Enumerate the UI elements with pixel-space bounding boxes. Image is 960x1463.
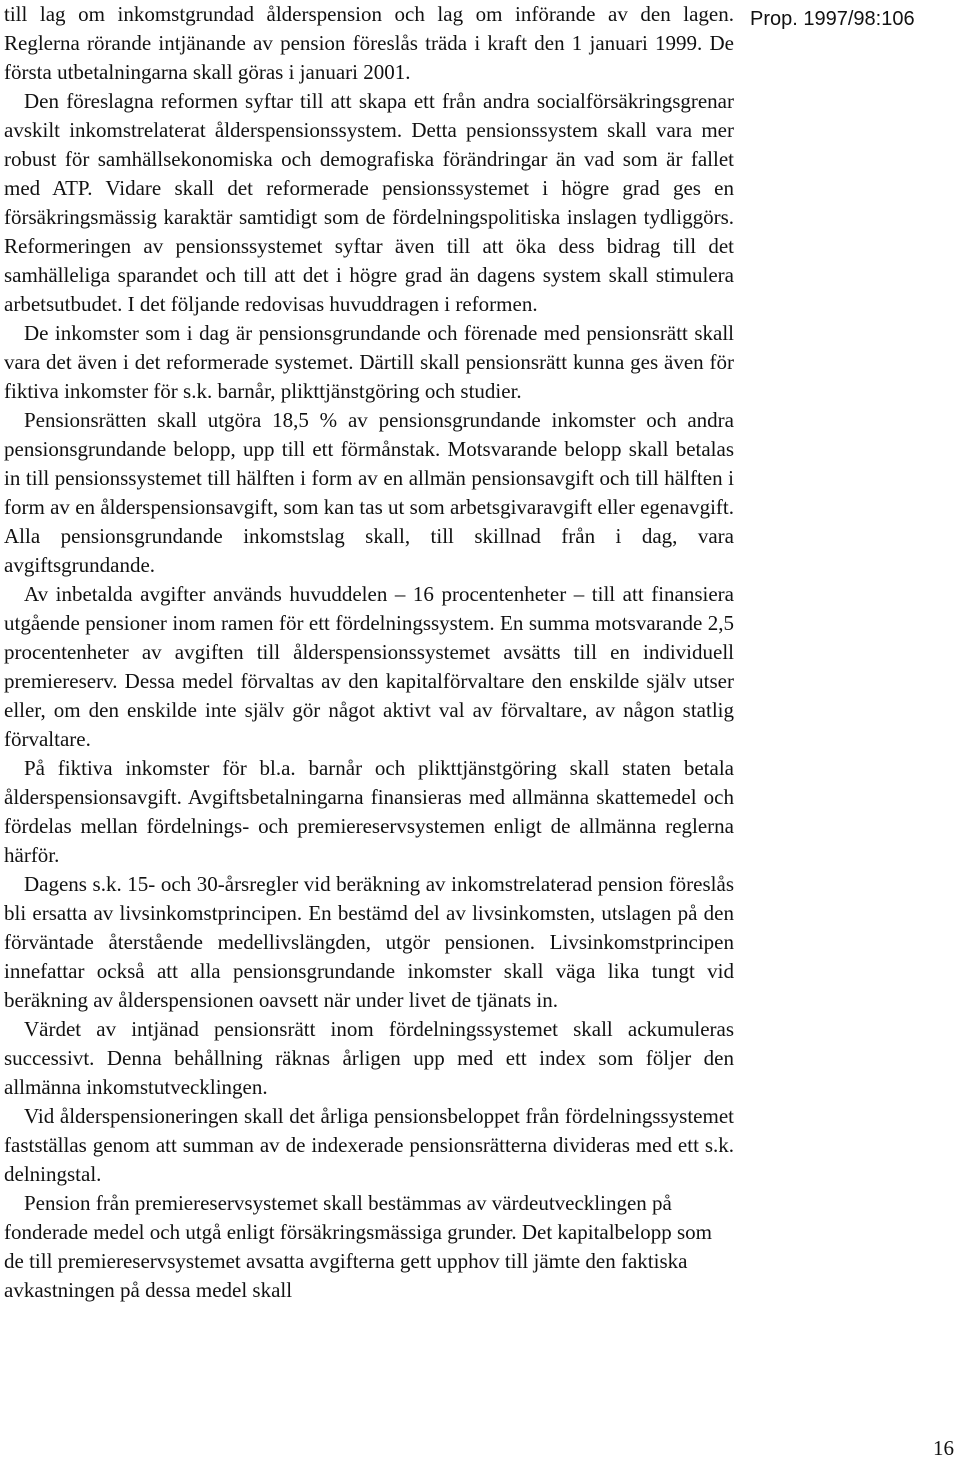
page-number: 16 <box>933 1436 954 1460</box>
paragraph: De inkomster som i dag är pensionsgrundande och förenade med pensionsrätt skall vara det även i det reformerade systemet. Därtill skall pensionsrätt kunna ges även för fiktiva inkomster för s.k. barnår, plikttjänstgöring och studier. <box>4 321 734 403</box>
paragraph: Pensionsrätten skall utgöra 18,5 % av pensionsgrundande inkomster och andra pensionsgrundande belopp, upp till ett förmånstak. Motsvarande belopp skall betalas in till pensionssystemet till hälften i form av en allmän pensionsavgift och till hälften i form av en ålderspensionsavgift, som kan tas ut som arbetsgivaravgift eller egenavgift. Alla pensionsgrundande inkomstslag skall, till skillnad från i dag, vara avgiftsgrundande. <box>4 408 734 577</box>
paragraph: Vid ålderspensioneringen skall det årliga pensionsbeloppet från fördelningssystemet fastställas genom att summan av de indexerade pensionsrätterna divideras med ett s.k. delningstal. <box>4 1104 734 1186</box>
paragraph: På fiktiva inkomster för bl.a. barnår och plikttjänstgöring skall staten betala ålderspensionsavgift. Avgiftsbetalningarna finansieras med allmänna skattemedel och fördelas mellan fördelnings- och premiereservsystemen enligt de allmänna reglerna härför. <box>4 756 734 867</box>
paragraph: Pension från premiereservsystemet skall bestämmas av värdeutvecklingen på fonderade medel och utgå enligt försäkringsmässiga grunder. Det kapitalbelopp som de till premiereservsystemet avsatta avgifterna gett upphov till jämte den faktiska avkastningen på dessa medel skall <box>4 1191 712 1302</box>
paragraph: Den föreslagna reformen syftar till att skapa ett från andra socialförsäkringsgrenar avskilt inkomstrelaterat ålderspensionssystem. Detta pensionssystem skall vara mer robust för samhällsekonomiska och demografiska förändringar än vad som är fallet med ATP. Vidare skall det reformerade pensionssystemet i högre grad ges en försäkringsmässig karaktär samtidigt som de fördelningspolitiska inslagen tydliggörs. Reformeringen av pensionssystemet syftar även till att öka dess bidrag till det samhälleliga sparandet och till att det i högre grad än dagens system skall stimulera arbetsutbudet. I det följande redovisas huvuddragen i reformen. <box>4 89 734 316</box>
paragraph: Värdet av intjänad pensionsrätt inom fördelningssystemet skall ackumuleras successivt. Denna behållning räknas årligen upp med ett index som följer den allmänna inkomstutvecklingen. <box>4 1017 734 1099</box>
paragraph: Av inbetalda avgifter används huvuddelen – 16 procentenheter – till att finansiera utgående pensioner inom ramen för ett fördelningssystem. En summa motsvarande 2,5 procentenheter av avgiften till ålderspensionssystemet avsätts till en individuell premiereserv. Dessa medel förvaltas av den kapitalförvaltare den enskilde själv utser eller, om den enskilde inte själv gör något aktivt val av förvaltare, av någon statlig förvaltare. <box>4 582 734 751</box>
paragraph: Dagens s.k. 15- och 30-årsregler vid beräkning av inkomstrelaterad pension föreslås bli ersatta av livsinkomstprincipen. En bestämd del av livsinkomsten, utslagen på den förväntade återstående medellivslängden, utgör pensionen. Livsinkomstprincipen innefattar också att alla pensionsgrundande inkomster skall väga lika tungt vid beräkning av ålderspensionen oavsett när under livet de tjänats in. <box>4 872 734 1012</box>
body-text-column <box>4 0 734 1305</box>
paragraph: till lag om inkomstgrundad ålderspension och lag om införande av den lagen. Reglerna rörande intjänande av pension föreslås träda i kraft den 1 januari 1999. De första utbetalningarna skall göras i januari 2001. <box>4 2 734 84</box>
proposition-reference: Prop. 1997/98:106 <box>750 8 915 30</box>
